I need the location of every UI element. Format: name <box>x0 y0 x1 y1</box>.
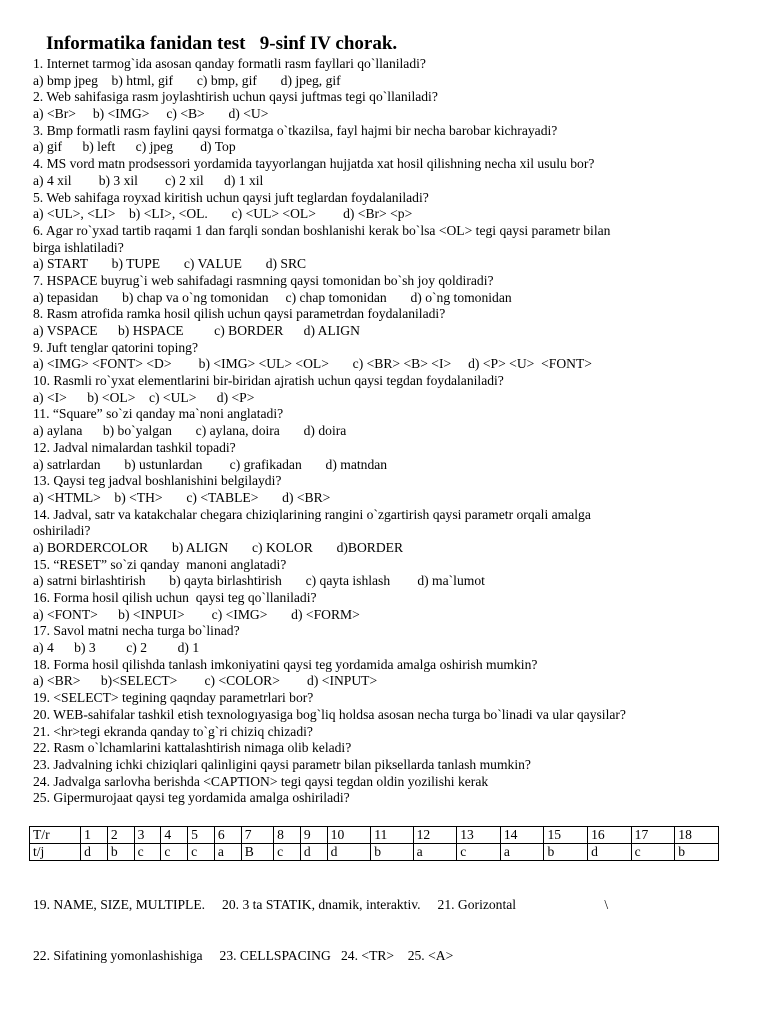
answer-options-line: a) tepasidan b) chap va o`ng tomonidan c) chap tomonidan d) o`ng tomonidan <box>33 289 512 305</box>
table-question-number: 18 <box>675 827 719 844</box>
table-answer-cell: c <box>457 844 501 861</box>
question-line: 21. <hr>tegi ekranda qanday to`g`ri chiziq chizadi? <box>33 723 313 739</box>
answer-options-line: a) bmp jpeg b) html, gif c) bmp, gif d) jpeg, gif <box>33 72 341 88</box>
question-line: 24. Jadvalga sarlovha berishda <CAPTION> tegi qaysi tegdan oldin yozilishi kerak <box>33 773 489 789</box>
question-line: 4. MS vord matn prodsessori yordamida tayyorlangan hujjatda xat hosil qilishning necha xil usulu bor? <box>33 156 595 172</box>
table-question-number: 9 <box>300 827 327 844</box>
question-line: 1. Internet tarmog`ida asosan qanday formatli rasm fayllari qo`llaniladi? <box>33 56 426 71</box>
question-line: 7. HSPACE buyrug`i web sahifadagi rasmning qaysi tomonidan bo`sh joy qoldiradi? <box>33 272 494 288</box>
table-question-number: 8 <box>274 827 301 844</box>
table-row-label: t/j <box>30 844 81 861</box>
table-answer-cell: b <box>544 844 588 861</box>
table-answer-cell: b <box>371 844 413 861</box>
questions-list <box>33 56 745 807</box>
question-line: 2. Web sahifasiga rasm joylashtirish uchun qaysi juftmas tegi qo`llaniladi? <box>33 89 438 105</box>
answer-options-line: a) <BR> b)<SELECT> c) <COLOR> d) <INPUT> <box>33 673 378 689</box>
answer-options-line: a) <UL>, <LI> b) <LI>, <OL. c) <UL> <OL> d) <Br> <p> <box>33 206 413 222</box>
question-line: 22. Rasm o`lchamlarini kattalashtirish nimaga olib keladi? <box>33 740 352 756</box>
question-line: 23. Jadvalning ichki chiziqlari qalinligini qaysi parametr bilan piksellarda tanlash mumkin? <box>33 756 531 772</box>
page-title: Informatika fanidan test 9-sinf IV chorak. <box>46 33 398 54</box>
table-question-number: 2 <box>107 827 134 844</box>
table-answer-cell: c <box>161 844 188 861</box>
answer-options-line: a) gif b) left c) jpeg d) Top <box>33 139 236 155</box>
table-answer-cell: d <box>588 844 632 861</box>
answer-table <box>29 826 719 861</box>
answer-options-line: a) 4 b) 3 c) 2 d) 1 <box>33 640 200 656</box>
question-line: 10. Rasmli ro`yxat elementlarini bir-biridan ajratish uchun qaysi tegdan foydalaniladi? <box>33 373 504 389</box>
question-line: 20. WEB-sahifalar tashkil etish texnologıyasiga bog`liq holdsa asosan necha turga bo`linadi va ular qaysilar? <box>33 706 626 722</box>
table-answer-cell: a <box>413 844 457 861</box>
question-line: 16. Forma hosil qilish uchun qaysi teg qo`llaniladi? <box>33 590 317 605</box>
table-answer-cell: d <box>327 844 371 861</box>
table-answer-cell: a <box>214 844 241 861</box>
question-line: 15. “RESET” so`zi qanday manoni anglatadi? <box>33 556 287 572</box>
answer-options-line: a) satrni birlashtirish b) qayta birlashtirish c) qayta ishlash d) ma`lumot <box>33 573 485 589</box>
table-question-number: 5 <box>188 827 215 844</box>
table-answer-cell: b <box>675 844 719 861</box>
table-question-number: 15 <box>544 827 588 844</box>
answer-options-line: a) BORDERCOLOR b) ALIGN c) KOLOR d)BORDER <box>33 539 404 555</box>
answer-options-line: a) <HTML> b) <TH> c) <TABLE> d) <BR> <box>33 489 331 505</box>
question-line: 14. Jadval, satr va katakchalar chegara chiziqlarining rangini o`zgartirish qaysi parametr orqali amalga <box>33 506 591 522</box>
answer-options-line: a) <IMG> <FONT> <D> b) <IMG> <UL> <OL> c) <BR> <B> <I> d) <P> <U> <FONT> <box>33 356 592 372</box>
answer-table-header-row <box>30 827 719 844</box>
answer-options-line: birga ishlatiladi? <box>33 239 124 255</box>
table-question-number: 11 <box>371 827 413 844</box>
table-answer-cell: b <box>107 844 134 861</box>
question-line: 12. Jadval nimalardan tashkil topadi? <box>33 439 236 455</box>
answer-options-line: a) 4 xil b) 3 xil c) 2 xil d) 1 xil <box>33 172 264 188</box>
answer-options-line: a) satrlardan b) ustunlardan c) grafikadan d) matndan <box>33 456 388 472</box>
question-line: 19. <SELECT> tegining qaqnday parametrlari bor? <box>33 690 314 706</box>
table-answer-cell: c <box>134 844 161 861</box>
question-line: 17. Savol matni necha turga bo`linad? <box>33 623 240 639</box>
table-answer-cell: d <box>81 844 108 861</box>
table-answer-cell: a <box>500 844 544 861</box>
table-question-number: 3 <box>134 827 161 844</box>
table-question-number: 12 <box>413 827 457 844</box>
question-line: 9. Juft tenglar qatorini toping? <box>33 339 198 355</box>
question-line: 25. Gipermurojaat qaysi teg yordamida amalga oshiriladi? <box>33 790 350 806</box>
table-question-number: 4 <box>161 827 188 844</box>
answer-options-line: a) VSPACE b) HSPACE c) BORDER d) ALIGN <box>33 323 360 338</box>
table-question-number: 6 <box>214 827 241 844</box>
table-question-number: 16 <box>588 827 632 844</box>
answer-options-line: a) <FONT> b) <INPUI> c) <IMG> d) <FORM> <box>33 606 360 622</box>
answer-options-line: a) START b) TUPE c) VALUE d) SRC <box>33 256 307 272</box>
table-question-number: 1 <box>81 827 108 844</box>
answer-footer-line: 22. Sifatining yomonlashishiga 23. CELLSPACING 24. <TR> 25. <A> <box>33 948 454 963</box>
table-answer-cell: B <box>241 844 273 861</box>
table-header-label: T/r <box>30 827 81 844</box>
answer-footer <box>33 862 745 998</box>
table-question-number: 14 <box>500 827 544 844</box>
question-line: 18. Forma hosil qilishda tanlash imkoniyatini qaysi teg yordamida amalga oshirish mumkin? <box>33 656 538 672</box>
question-line: 6. Agar ro`yxad tartib raqami 1 dan farqli sondan boshlanishi kerak bo`lsa <OL> tegi qaysi parametr bilan <box>33 222 611 238</box>
answer-footer-line: 19. NAME, SIZE, MULTIPLE. 20. 3 ta STATIK, dnamik, interaktiv. 21. Gorizontal \ <box>33 897 609 912</box>
table-question-number: 17 <box>631 827 675 844</box>
table-question-number: 7 <box>241 827 273 844</box>
question-line: 11. “Square” so`zi qanday ma`noni anglatadi? <box>33 406 284 422</box>
answer-options-line: a) aylana b) bo`yalgan c) aylana, doira d) doira <box>33 423 347 439</box>
table-question-number: 10 <box>327 827 371 844</box>
answer-table-answer-row <box>30 844 719 861</box>
table-question-number: 13 <box>457 827 501 844</box>
question-line: 8. Rasm atrofida ramka hosil qilish uchun qaysi parametrdan foydalaniladi? <box>33 306 446 322</box>
answer-options-line: oshiriladi? <box>33 523 91 539</box>
table-answer-cell: c <box>274 844 301 861</box>
answer-options-line: a) <Br> b) <IMG> c) <B> d) <U> <box>33 106 269 122</box>
table-answer-cell: c <box>188 844 215 861</box>
table-answer-cell: c <box>631 844 675 861</box>
question-line: 3. Bmp formatli rasm faylini qaysi formatga o`tkazilsa, fayl hajmi bir necha barobar kichrayadi? <box>33 122 558 138</box>
answer-options-line: a) <I> b) <OL> c) <UL> d) <P> <box>33 389 255 405</box>
table-answer-cell: d <box>300 844 327 861</box>
question-line: 13. Qaysi teg jadval boshlanishini belgilaydi? <box>33 473 282 489</box>
question-line: 5. Web sahifaga royxad kiritish uchun qaysi juft teglardan foydalaniladi? <box>33 189 429 205</box>
